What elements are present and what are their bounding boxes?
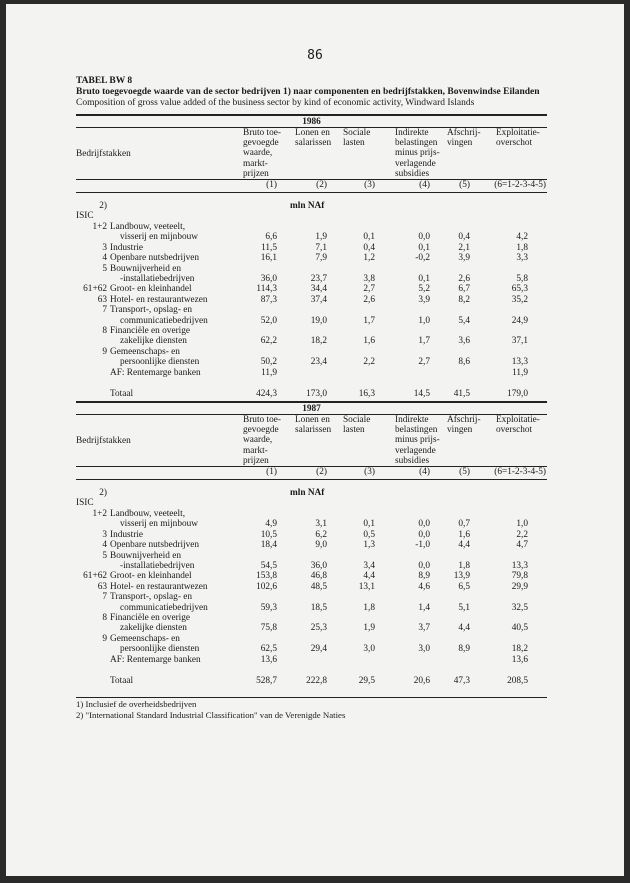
cell-value: 37,4 [310,294,327,305]
table-row [76,603,547,613]
total-value: 528,7 [256,676,277,686]
cell-value: 1,0 [418,315,430,326]
unit-label: mln NAf [290,201,325,211]
cell-value: -0,2 [415,253,430,264]
row-label: Landbouw, veeteelt, [110,509,186,519]
cell-value: 3,0 [363,644,375,655]
cell-value: 3,4 [363,561,375,571]
total-value: 29,5 [358,676,375,686]
total-value: 208,5 [507,676,528,686]
total-value: 16,3 [358,389,375,399]
cell-value: 5,8 [516,274,528,284]
cell-value: 36,0 [260,274,277,284]
cell-value: 8,2 [458,294,470,305]
column-number: (1) [266,467,277,477]
row-label: AF: Rentemarge banken [110,367,201,378]
row-label: Bouwnijverheid en [110,263,182,274]
cell-value: 1,6 [363,336,375,347]
cell-value: 0,4 [363,242,375,253]
row-label: Financiële en overige [110,326,191,336]
cell-value: 32,5 [511,602,528,613]
page-number: 86 [307,48,323,63]
isic-code: 5 [102,550,107,561]
table-row [76,551,547,561]
cell-value: 1,2 [363,253,375,264]
cell-value: 0,7 [458,519,470,530]
column-header: Sociale lasten [343,128,371,149]
total-row [76,389,547,399]
footnote-marker: 2) [99,488,107,498]
cell-value: 1,3 [363,540,375,551]
table-row [76,592,547,602]
row-label: AF: Rentemarge banken [110,654,201,665]
cell-value: 11,9 [512,367,528,378]
cell-value: 9,0 [315,540,327,551]
table-row [76,655,547,665]
cell-value: 4,4 [458,540,470,551]
table-row [76,582,547,592]
cell-value: 4,9 [265,519,277,530]
cell-value: 18,4 [260,540,277,551]
cell-value: 0,1 [363,232,375,243]
cell-value: 13,1 [358,581,375,592]
cell-value: 54,5 [260,561,277,571]
table-row [76,613,547,623]
column-header: Bruto toe- gevoegde waarde, markt- prijzen [243,128,281,179]
cell-value: 2,6 [458,274,470,284]
cell-value: 11,5 [261,242,277,253]
cell-value: 4,4 [363,571,375,582]
total-value: 20,6 [413,676,430,686]
cell-value: 0,1 [418,274,430,284]
isic-code: 61+62 [83,571,107,582]
isic-code: 7 [102,592,107,603]
cell-value: 13,3 [511,561,528,571]
row-label: Transport-, opslag- en [110,592,193,603]
table-row [76,368,547,378]
cell-value: 40,5 [511,623,528,634]
column-number: (5) [459,180,470,190]
row-label: communicatiebedrijven [120,602,208,613]
cell-value: 5,2 [418,284,430,295]
column-number: (6=1-2-3-4-5) [494,180,546,190]
row-label: Landbouw, veeteelt, [110,222,186,232]
column-header: Bruto toe- gevoegde waarde, markt- prijzen [243,415,281,466]
cell-value: 79,8 [511,571,528,582]
table-row [76,357,547,367]
table-row [76,284,547,294]
cell-value: 4,7 [516,540,528,551]
column-number: (1) [266,180,277,190]
row-label: Gemeenschaps- en [110,633,180,644]
table-row [76,623,547,633]
cell-value: 1,9 [363,623,375,634]
cell-value: 153,8 [256,571,277,582]
column-header: Lonen en salarissen [295,415,332,436]
row-label: Bouwnijverheid en [110,550,182,561]
isic-code: 1+2 [92,509,107,519]
cell-value: 5,4 [458,315,470,326]
cell-value: 2,1 [458,242,470,253]
cell-value: 1,7 [363,315,375,326]
table-row [76,509,547,519]
cell-value: 2,7 [363,284,375,295]
row-label: zakelijke diensten [120,336,187,347]
row-label: Industrie [110,529,144,540]
column-number: (3) [364,180,375,190]
table-row [76,274,547,284]
column-header: Afschrij- vingen [447,415,481,436]
cell-value: 52,0 [260,315,277,326]
cell-value: 0,1 [418,242,430,253]
isic-code: 63 [97,581,107,592]
table-row [76,305,547,315]
table-row [76,326,547,336]
column-number-rule [76,479,547,480]
column-header: Sociale lasten [343,415,371,436]
total-label: Totaal [110,389,134,399]
cell-value: 19,0 [310,315,327,326]
cell-value: 65,3 [511,284,528,295]
cell-value: 2,2 [363,357,375,368]
column-header: Afschrij- vingen [447,128,481,149]
cell-value: 0,1 [363,519,375,530]
row-label: persoonlijke diensten [120,357,200,368]
cell-value: 29,9 [511,581,528,592]
cell-value: 1,8 [363,602,375,613]
isic-code: 4 [102,540,107,551]
row-label: Industrie [110,242,144,253]
column-header: Exploitatie- overschot [496,128,540,149]
cell-value: 0,0 [418,519,430,530]
table-row [76,644,547,654]
cell-value: 4,4 [458,623,470,634]
row-label: Openbare nutsbedrijven [110,540,200,551]
cell-value: 11,9 [261,367,277,378]
cell-value: 59,3 [260,602,277,613]
row-label: Openbare nutsbedrijven [110,253,200,264]
cell-value: 18,2 [511,644,528,655]
isic-code: 8 [102,613,107,623]
table-row [76,571,547,581]
cell-value: 36,0 [310,561,327,571]
header-rule [76,466,547,467]
cell-value: 1,6 [458,529,470,540]
total-value: 41,5 [453,389,470,399]
table-row [76,316,547,326]
cell-value: 0,4 [458,232,470,243]
cell-value: 13,6 [260,654,277,665]
footnote-2: 2) "International Standard Industrial Classification" van de Verenigde Naties [76,710,346,720]
unit-row [76,201,547,211]
table-row [76,519,547,529]
table-row [76,540,547,550]
row-label: visserij en mijnbouw [120,519,198,530]
table-title-english: Composition of gross value added of the business sector by kind of economic activity, Windward Islands [76,98,475,108]
cell-value: 48,5 [310,581,327,592]
row-label: Transport-, opslag- en [110,305,193,316]
row-label: zakelijke diensten [120,623,187,634]
cell-value: 13,3 [511,357,528,368]
footnote-1: 1) Inclusief de overheidsbedrijven [76,699,197,709]
cell-value: 3,1 [315,519,327,530]
cell-value: 4,6 [418,581,430,592]
cell-value: 35,2 [511,294,528,305]
table-row [76,295,547,305]
cell-value: 25,3 [310,623,327,634]
cell-value: 1,8 [516,242,528,253]
isic-code: 5 [102,263,107,274]
cell-value: 10,5 [260,529,277,540]
top-rule [76,114,547,116]
total-value: 222,8 [306,676,327,686]
row-header: Bedrijfstakken [76,149,131,159]
total-value: 47,3 [453,676,470,686]
total-label: Totaal [110,676,134,686]
isic-row [76,498,547,508]
isic-code: 8 [102,326,107,336]
cell-value: 23,7 [310,274,327,284]
cell-value: 4,2 [516,232,528,243]
isic-label: ISIC [76,498,94,509]
isic-code: 9 [102,633,107,644]
cell-value: 6,7 [458,284,470,295]
cell-value: 102,6 [256,581,277,592]
cell-value: 0,0 [418,529,430,540]
table-row [76,243,547,253]
cell-value: 7,9 [315,253,327,264]
cell-value: 1,9 [315,232,327,243]
row-header: Bedrijfstakken [76,436,131,446]
cell-value: 3,0 [418,644,430,655]
cell-value: 2,2 [516,529,528,540]
cell-value: 75,8 [260,623,277,634]
cell-value: 8,9 [418,571,430,582]
row-label: Hotel- en restaurantwezen [110,581,208,592]
cell-value: 1,8 [458,561,470,571]
cell-value: 114,3 [256,284,277,295]
column-number: (2) [316,180,327,190]
column-number: (3) [364,467,375,477]
cell-value: 62,2 [260,336,277,347]
cell-value: 8,6 [458,357,470,368]
row-label: Groot- en kleinhandel [110,571,192,582]
cell-value: 50,2 [260,357,277,368]
row-label: Financiële en overige [110,613,191,623]
cell-value: 18,5 [310,602,327,613]
isic-code: 61+62 [83,284,107,295]
cell-value: 5,1 [458,602,470,613]
cell-value: 3,3 [516,253,528,264]
cell-value: 0,0 [418,561,430,571]
year-label: 1987 [302,404,321,414]
cell-value: 7,1 [315,242,327,253]
table-row [76,222,547,232]
table-row [76,336,547,346]
row-label: persoonlijke diensten [120,644,200,655]
cell-value: 8,9 [458,644,470,655]
table-row [76,634,547,644]
column-header: Indirekte belastingen minus prijs- verlagende subsidies [395,415,440,466]
table-row [76,530,547,540]
cell-value: 3,9 [458,253,470,264]
cell-value: 34,4 [310,284,327,295]
column-header: Exploitatie- overschot [496,415,540,436]
cell-value: 13,9 [453,571,470,582]
total-row [76,676,547,686]
header-rule [76,179,547,180]
total-value: 14,5 [413,389,430,399]
cell-value: 3,7 [418,623,430,634]
table-id: TABEL BW 8 [76,76,133,86]
cell-value: 18,2 [310,336,327,347]
table-row [76,561,547,571]
row-label: visserij en mijnbouw [120,232,198,243]
cell-value: 1,0 [516,519,528,530]
column-header: Indirekte belastingen minus prijs- verlagende subsidies [395,128,440,179]
isic-code: 7 [102,305,107,316]
cell-value: 3,6 [458,336,470,347]
table-row [76,347,547,357]
isic-code: 4 [102,253,107,264]
cell-value: 6,5 [458,581,470,592]
column-number: (2) [316,467,327,477]
cell-value: 1,7 [418,336,430,347]
cell-value: 2,6 [363,294,375,305]
isic-label: ISIC [76,211,94,222]
isic-code: 9 [102,346,107,357]
cell-value: -1,0 [415,540,430,551]
cell-value: 62,5 [260,644,277,655]
cell-value: 3,8 [363,274,375,284]
table-row [76,232,547,242]
total-value: 179,0 [507,389,528,399]
column-number: (4) [419,180,430,190]
cell-value: 37,1 [511,336,528,347]
table-title-dutch: Bruto toegevoegde waarde van de sector bedrijven 1) naar componenten en bedrijfstakken, Bovenwindse Eilanden [76,87,540,97]
cell-value: 1,4 [418,602,430,613]
cell-value: 24,9 [511,315,528,326]
top-rule [76,401,547,403]
column-number: (4) [419,467,430,477]
row-label: Groot- en kleinhandel [110,284,192,295]
isic-code: 3 [102,242,107,253]
row-label: -installatiebedrijven [120,561,195,571]
unit-label: mln NAf [290,488,325,498]
cell-value: 6,6 [265,232,277,243]
total-value: 424,3 [256,389,277,399]
cell-value: 87,3 [260,294,277,305]
table-row [76,264,547,274]
cell-value: 6,2 [315,529,327,540]
cell-value: 2,7 [418,357,430,368]
row-label: communicatiebedrijven [120,315,208,326]
column-number-rule [76,192,547,193]
row-label: Gemeenschaps- en [110,346,180,357]
isic-code: 1+2 [92,222,107,232]
cell-value: 46,8 [310,571,327,582]
isic-row [76,211,547,221]
year-label: 1986 [302,117,321,127]
column-number: (5) [459,467,470,477]
total-value: 173,0 [306,389,327,399]
row-label: -installatiebedrijven [120,274,195,284]
footnote-marker: 2) [99,201,107,211]
table-row [76,253,547,263]
cell-value: 13,6 [511,654,528,665]
cell-value: 16,1 [260,253,277,264]
isic-code: 63 [97,294,107,305]
unit-row [76,488,547,498]
row-label: Hotel- en restaurantwezen [110,294,208,305]
isic-code: 3 [102,529,107,540]
column-number: (6=1-2-3-4-5) [494,467,546,477]
cell-value: 29,4 [310,644,327,655]
cell-value: 3,9 [418,294,430,305]
cell-value: 23,4 [310,357,327,368]
footer-rule [76,697,547,698]
cell-value: 0,5 [363,529,375,540]
column-header: Lonen en salarissen [295,128,332,149]
cell-value: 0,0 [418,232,430,243]
